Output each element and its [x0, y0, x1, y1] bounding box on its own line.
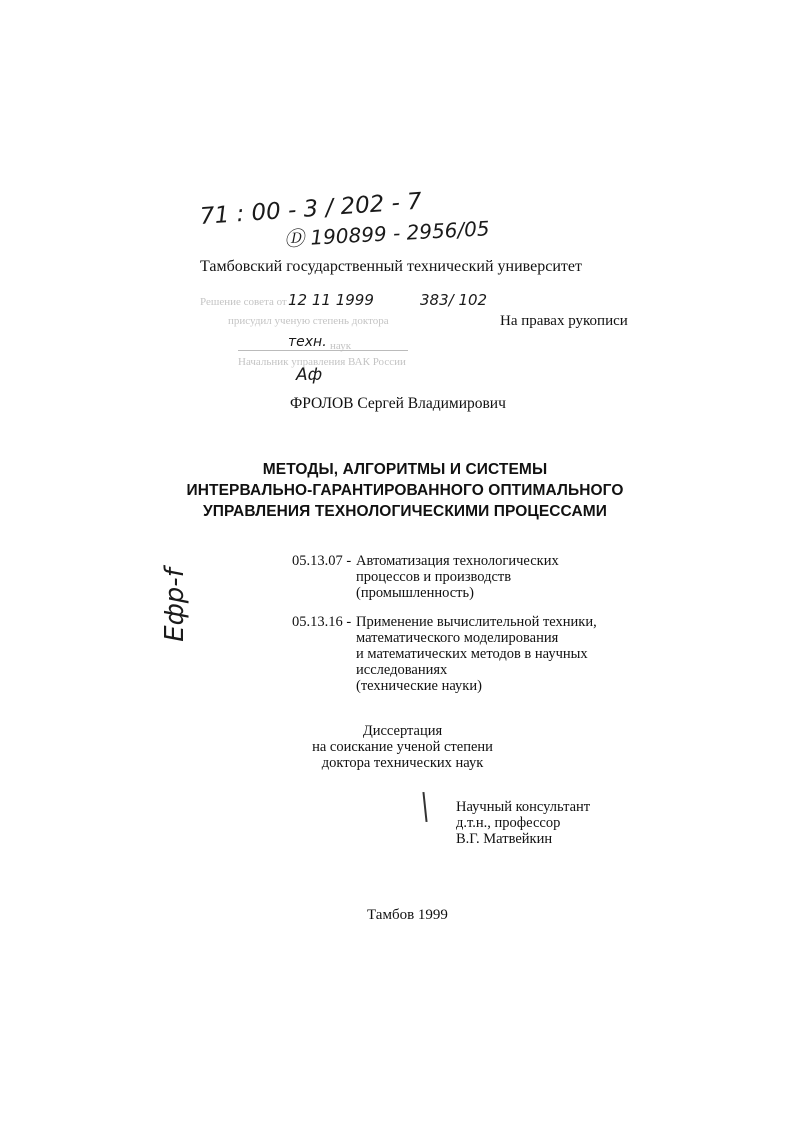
stamp-signature: Аф — [296, 365, 323, 385]
stamp-line-1: Решение совета от — [200, 296, 287, 308]
scientific-consultant — [456, 799, 590, 847]
handwritten-archive-code: 71 : 00 - 3 / 202 - 7 — [199, 188, 423, 230]
title-line: УПРАВЛЕНИЯ ТЕХНОЛОГИЧЕСКИМИ ПРОЦЕССАМИ — [202, 503, 608, 520]
dissertation-line: Диссертация — [362, 723, 443, 739]
stamp-line-3: наук — [330, 340, 352, 352]
stamp-line-4: Начальник управления ВАК России — [238, 356, 406, 368]
consultant-line: д.т.н., профессор — [456, 815, 561, 831]
dissertation-info — [250, 723, 555, 771]
rights-note: На правах рукописи — [500, 313, 628, 329]
stamp-number: 383/ 102 — [420, 291, 488, 309]
pen-mark — [422, 792, 427, 822]
dissertation-line: на соискание ученой степени — [312, 739, 493, 755]
specialty-line: и математических методов в научных — [356, 646, 588, 662]
specialty-code: 05.13.16 - — [292, 614, 352, 630]
place-and-year: Тамбов 1999 — [367, 907, 448, 923]
dissertation-title — [150, 459, 660, 522]
specialty-line: Автоматизация технологических — [356, 553, 559, 569]
specialty-line: Применение вычислительной техники, — [356, 614, 597, 630]
author-name: ФРОЛОВ Сергей Владимирович — [290, 395, 506, 412]
specialty-line: математического моделирования — [356, 630, 559, 646]
margin-signature: Ефр-f — [159, 568, 190, 642]
dissertation-line: доктора технических наук — [321, 755, 484, 771]
stamp-field: техн. — [288, 334, 327, 350]
consultant-line: Научный консультант — [456, 799, 591, 815]
specialty-code: 05.13.07 - — [292, 553, 352, 569]
stamp-date: 12 11 1999 — [288, 291, 374, 309]
consultant-line: В.Г. Матвейкин — [456, 831, 553, 847]
title-line: ИНТЕРВАЛЬНО-ГАРАНТИРОВАННОГО ОПТИМАЛЬНОГО — [186, 482, 624, 499]
specialty-line: процессов и производств — [356, 569, 512, 585]
specialty-line: (технические науки) — [356, 678, 482, 694]
handwritten-registration-number: Ⓓ 190899 - 2956/05 — [283, 216, 491, 251]
stamp-underline — [238, 350, 408, 351]
stamp-line-2: присудил ученую степень доктора — [228, 315, 389, 327]
university-name: Тамбовский государственный технический университет — [200, 258, 582, 275]
specialty-line: (промышленность) — [356, 585, 474, 601]
title-line: МЕТОДЫ, АЛГОРИТМЫ И СИСТЕМЫ — [262, 461, 548, 478]
specialty-line: исследованиях — [356, 662, 448, 678]
